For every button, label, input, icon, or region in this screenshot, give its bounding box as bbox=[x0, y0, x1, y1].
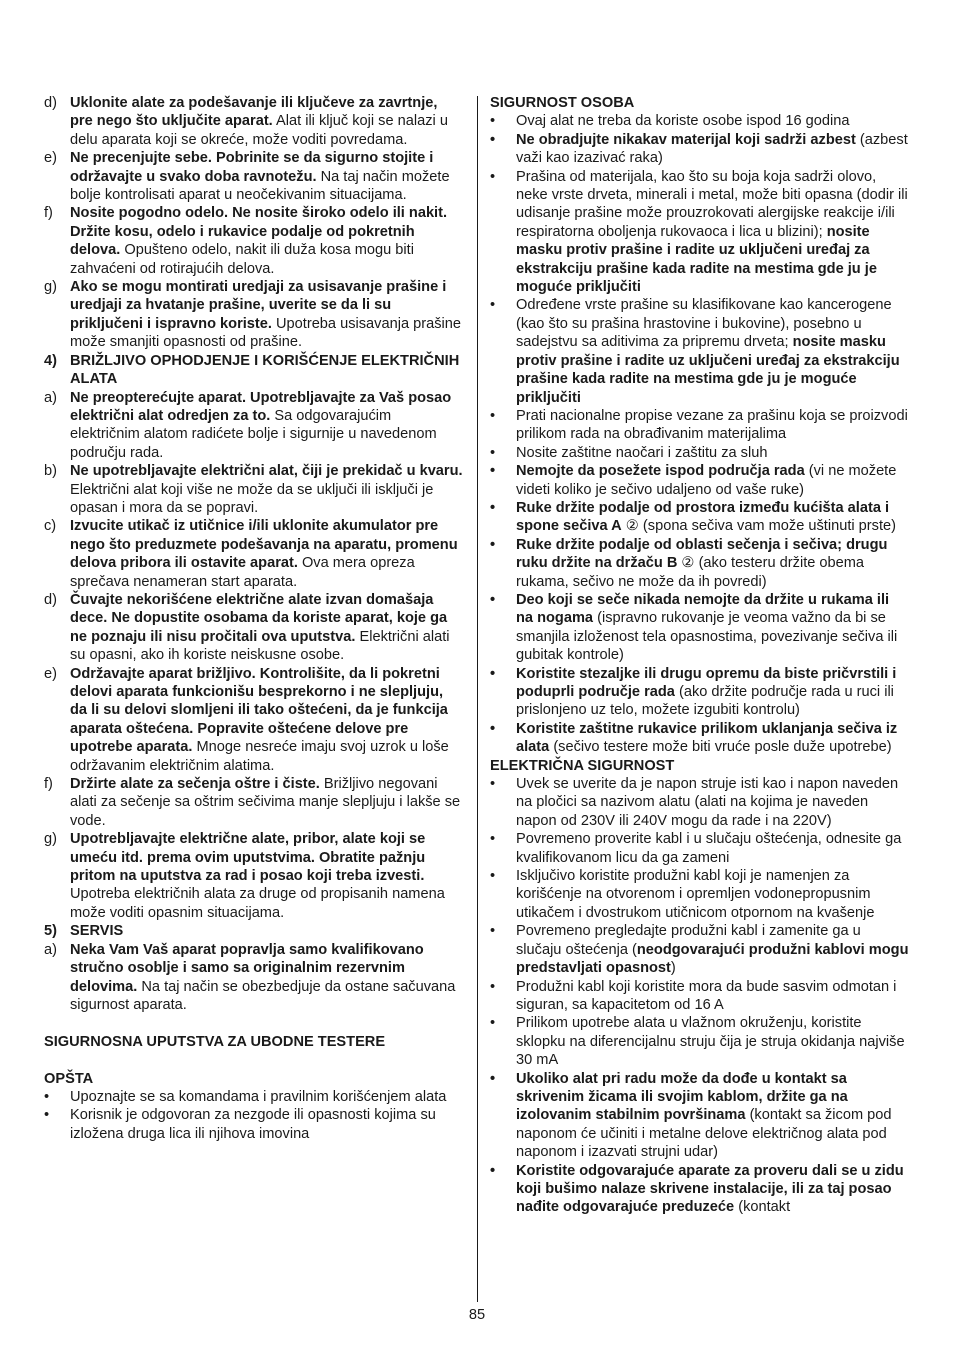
body-text: Upotreba električnih alata za druge od propisanih namena može voditi opasnim situacijama. bbox=[70, 886, 445, 921]
item-text bbox=[516, 775, 910, 830]
body-text: Isključivo koristite produžni kabl koji je namenjen za korišćenje na otvorenom i opremljen vodonepropusnim utikačem i dvostrukom utičnicom otpornom na kvašenje bbox=[516, 868, 875, 921]
item-marker: • bbox=[490, 720, 496, 737]
bold-text: neodgovarajući produžni kablovi mogu predstavljati opasnost bbox=[516, 941, 909, 977]
list-item bbox=[490, 720, 910, 757]
body-text: ② (ako testeru držite obema rukama, sečivo ne može da ih povredi) bbox=[516, 555, 865, 590]
list-item bbox=[44, 389, 464, 463]
bold-text: Koristite stezaljke ili drugu opremu da biste pričvrstili i poduprli područje rada bbox=[516, 665, 897, 700]
item-marker: • bbox=[490, 113, 496, 130]
item-text bbox=[516, 168, 910, 297]
body-text: Korisnik je odgovoran za nezgode ili opasnosti kojima su izložena druga lica ili njihova imovina bbox=[70, 1107, 436, 1142]
list-item bbox=[44, 517, 464, 591]
bold-text: Ukoliko alat pri radu može da dođe u kontakt sa skrivenim žicama ili svojim kablom, držite ga na izolovanim stabilnim površinama bbox=[516, 1070, 848, 1124]
item-marker: d) bbox=[44, 591, 57, 608]
item-text bbox=[70, 922, 464, 940]
item-text bbox=[70, 149, 464, 204]
list-item bbox=[490, 867, 910, 922]
item-marker: • bbox=[490, 499, 496, 516]
item-marker: b) bbox=[44, 463, 57, 480]
body-text: ② (spona sečiva vam može uštinuti prste) bbox=[621, 518, 896, 535]
item-marker: • bbox=[490, 665, 496, 682]
bold-text: Ne precenjujte sebe. Pobrinite se da sigurno stojite i održavajte u svako doba ravnotežu. bbox=[70, 150, 434, 185]
item-text bbox=[516, 499, 910, 536]
list-item bbox=[44, 204, 464, 278]
item-text bbox=[516, 1162, 910, 1217]
item-marker: • bbox=[490, 407, 496, 424]
body-text: Alat ili ključ koji se nalazi u delu aparata koji se okreće, može voditi povredama. bbox=[70, 113, 448, 148]
body-text: Nosite zaštitne naočari i zaštitu za sluh bbox=[516, 444, 768, 461]
body-text: Na taj način možete bolje kontrolisati aparat u neočekivanim situacijama. bbox=[70, 168, 450, 204]
list-item bbox=[44, 922, 464, 940]
bold-text: Izvucite utikač iz utičnice i/ili uklonite akumulator pre nego što preduzmete podešavanja na aparatu, promenu delova pribora ili ostavite aparat. bbox=[70, 518, 458, 572]
body-text: Na taj način se obezbedjuje da ostane sačuvana sigurnost aparata. bbox=[70, 978, 456, 1013]
item-text bbox=[516, 978, 910, 1015]
left-column bbox=[44, 94, 464, 1143]
body-text: (vi ne možete videti koliko je sečivo udaljeno od vaše ruke) bbox=[516, 463, 897, 498]
item-marker: • bbox=[490, 831, 496, 848]
item-marker: • bbox=[490, 591, 496, 608]
body-text: Povremeno proverite kabl i u slučaju oštećenja, odnesite ga kvalifikovanom licu da ga zameni bbox=[516, 831, 902, 866]
list-item bbox=[44, 278, 464, 352]
list-item bbox=[44, 94, 464, 149]
item-marker: • bbox=[490, 131, 496, 148]
body-text: (kontakt sa žicom pod naponom će učiniti i metalne delove električnog alata pod naponom i izazvati strujni udar) bbox=[516, 1107, 892, 1161]
list-item bbox=[490, 978, 910, 1015]
item-marker: • bbox=[490, 297, 496, 314]
item-text bbox=[516, 1014, 910, 1069]
item-text bbox=[70, 389, 464, 463]
item-text bbox=[70, 1106, 464, 1143]
body-text: (sečivo testere može biti vruće posle duže upotrebe) bbox=[549, 739, 892, 756]
list-item bbox=[490, 1070, 910, 1162]
list-item bbox=[490, 112, 910, 130]
bold-text: Ne upotrebljavajte električni alat, čiji je prekidač u kvaru. bbox=[70, 463, 463, 480]
bold-text: Ne obradjujte nikakav materijal koji sadrži azbest bbox=[516, 131, 856, 148]
item-marker: • bbox=[490, 1015, 496, 1032]
bold-text: Čuvajte nekorišćene električne alate izvan domašaja dece. Ne dopustite osobama da koriste aparat, koje ga ne poznaju ili nisu pročitali ova uputstva. bbox=[70, 591, 448, 645]
list-item bbox=[490, 499, 910, 536]
body-text: Električni alati su opasni, ako ih koriste neiskusne osobe. bbox=[70, 628, 450, 664]
item-text bbox=[516, 665, 910, 720]
body-text: Mnoge nesreće imaju svoj uzrok u loše održavanim električnim alatima. bbox=[70, 739, 449, 774]
list-item bbox=[490, 536, 910, 591]
section-heading: OPŠTA bbox=[44, 1070, 94, 1087]
list-item bbox=[44, 591, 464, 665]
bold-text: Neka Vam Vaš aparat popravlja samo kvalifikovano stručno osoblje i samo sa originalnim rezervnim delovima. bbox=[70, 941, 424, 995]
item-marker: • bbox=[490, 868, 496, 885]
bold-text: Ne preopterećujte aparat. Upotrebljavajte za Vaš posao električni alat odredjen za to. bbox=[70, 389, 452, 424]
list-item bbox=[490, 407, 910, 444]
item-text bbox=[70, 591, 464, 665]
list-item bbox=[44, 830, 464, 922]
bold-text: SERVIS bbox=[70, 923, 124, 940]
list-item bbox=[44, 462, 464, 517]
page-number: 85 bbox=[468, 1307, 486, 1323]
list-item bbox=[44, 665, 464, 775]
bold-text: Koristite zaštitne rukavice prilikom uklanjanja sečiva iz alata bbox=[516, 720, 898, 756]
body-text: Određene vrste prašine su klasifikovane kao kancerogene (kao što su prašina hrastovine i bukovine), posebno u sadejstvu sa aditivima za pripremu drveta; bbox=[516, 297, 892, 351]
list-item bbox=[44, 775, 464, 830]
body-text: Produžni kabl koji koristite mora da bude sasvim odmotan i siguran, sa kapacitetom od 16 A bbox=[516, 978, 897, 1013]
bold-text: Održavajte aparat brižljivo. Kontrolišite, da li pokretni delovi aparata funkcionišu besprekorno i ne slepljuju, da li su delovi slomljeni ili tako oštećeni, da je funkcija aparata oštećena. Popravite oštećene delove pre upotrebe aparata. bbox=[70, 665, 448, 756]
bold-text: Nemojte da posežete ispod područja rada bbox=[516, 463, 805, 480]
bold-text: Koristite odgovarajuće aparate za proveru dali se u zidu koji bušimo nalaze skrivene instalacije, ili za taj posao nađite odgovarajuće preduzeće bbox=[516, 1162, 904, 1216]
body-text: (ispravno rukovanje je veoma važno da bi se smanjila izloženost tela opasnostima, povezivanje sečiva ili gubitak kontrole) bbox=[516, 610, 898, 664]
item-marker: • bbox=[490, 168, 496, 185]
body-text: (azbest važi kao izazivać raka) bbox=[516, 131, 908, 167]
body-text: (ako držite područje rada u ruci ili prislonjeno uz telo, možete izgubiti kontrolu) bbox=[516, 684, 894, 719]
body-text: Ovaj alat ne treba da koriste osobe ispod 16 godina bbox=[516, 113, 850, 130]
item-marker: • bbox=[490, 1162, 496, 1179]
body-text: Uvek se uverite da je napon struje isti kao i napon naveden na pločici sa nazivom alatu (alati na kojima je naveden napon od 230V ili 240V mogu da rade i na 220V) bbox=[516, 776, 899, 829]
item-marker: • bbox=[490, 463, 496, 480]
item-text bbox=[516, 1070, 910, 1162]
body-text: Upoznajte se sa komandama i pravilnim korišćenjem alata bbox=[70, 1088, 447, 1105]
bold-text: nosite masku protiv prašine i radite uz uključeni uređaj za ekstrakciju prašine kada radite na mestima gde ju je moguće priključiti bbox=[516, 334, 900, 406]
right-column bbox=[490, 94, 910, 1217]
list-item bbox=[44, 1106, 464, 1143]
bold-text: Držirte alate za sečenja oštre i čiste. bbox=[70, 776, 320, 793]
item-marker: c) bbox=[44, 518, 57, 535]
item-text bbox=[516, 444, 910, 462]
list-item bbox=[44, 941, 464, 1015]
section-heading: SIGURNOST OSOBA bbox=[490, 95, 635, 111]
item-text bbox=[70, 352, 464, 389]
item-text bbox=[70, 517, 464, 591]
item-marker: d) bbox=[44, 95, 57, 111]
item-marker: • bbox=[490, 536, 496, 553]
item-text bbox=[516, 112, 910, 130]
body-text: Ova mera opreza sprečava nenameran start aparata. bbox=[70, 555, 415, 590]
item-marker: e) bbox=[44, 150, 57, 167]
list-item bbox=[490, 1162, 910, 1217]
item-text bbox=[516, 830, 910, 867]
item-text bbox=[70, 94, 464, 149]
column-divider bbox=[477, 96, 478, 1302]
list-item bbox=[490, 830, 910, 867]
spacer bbox=[44, 1051, 464, 1069]
item-text bbox=[70, 830, 464, 922]
item-text bbox=[516, 922, 910, 977]
list-item bbox=[490, 462, 910, 499]
list-item bbox=[490, 775, 910, 830]
bold-text: BRIŽLJIVO OPHODJENJE I KORIŠĆENJE ELEKTRIČNIH ALATA bbox=[70, 352, 460, 388]
list-item bbox=[44, 1088, 464, 1106]
spacer bbox=[44, 1014, 464, 1032]
item-text bbox=[70, 941, 464, 1015]
item-text bbox=[70, 204, 464, 278]
body-text: Sa odgovarajućim električnim alatom radićete bolje i sigurnije u navedenom području rada. bbox=[70, 407, 437, 461]
item-text bbox=[70, 462, 464, 517]
item-marker: • bbox=[44, 1107, 50, 1124]
item-marker: g) bbox=[44, 831, 57, 848]
body-text: Povremeno pregledajte produžni kabl i zamenite ga u slučaju oštećenja ( bbox=[516, 923, 861, 958]
list-item bbox=[44, 149, 464, 204]
list-item bbox=[490, 665, 910, 720]
item-text bbox=[70, 775, 464, 830]
bold-text: Upotrebljavajte električne alate, pribor, alate koji se umeću itd. prema ovim uputstvima. Obratite pažnju pritom na uputstva za rad i posao koji treba izvesti. bbox=[70, 831, 426, 885]
item-text bbox=[516, 462, 910, 499]
item-marker: g) bbox=[44, 279, 57, 296]
section-heading: ELEKTRIČNA SIGURNOST bbox=[490, 757, 675, 774]
item-marker: • bbox=[490, 444, 496, 461]
item-marker: • bbox=[44, 1088, 50, 1105]
body-text: Prati nacionalne propise vezane za prašinu koja se proizvodi prilikom rada na obrađivanim materijalima bbox=[516, 407, 908, 443]
item-text bbox=[516, 536, 910, 591]
body-text: (kontakt bbox=[734, 1199, 791, 1216]
body-text: Brižljivo negovani alati za sečenje sa oštrim sečivima manje slepljuju i lakše se vode. bbox=[70, 776, 461, 829]
list-item bbox=[490, 296, 910, 406]
body-text: Prašina od materijala, kao što su boja koja sadrži olovo, neke vrste drveta, minerali i metal, može biti opasna (dodir ili udisanje prašine može prouzrokovati alergijske reakcije i/ili respiratorna oboljenja rukovaoca i lica u blizini); bbox=[516, 168, 908, 240]
list-item bbox=[44, 352, 464, 389]
item-marker: • bbox=[490, 923, 496, 940]
bold-text: Ako se mogu montirati uredjaji za usisavanje prašine i uredjaji za hvatanje prašine, uverite se da li su priključeni i ispravno koriste. bbox=[70, 279, 447, 332]
section-heading: SIGURNOSNA UPUTSTVA ZA UBODNE TESTERE bbox=[44, 1033, 386, 1050]
item-marker: • bbox=[490, 1070, 496, 1087]
item-text bbox=[70, 278, 464, 352]
item-text bbox=[70, 1088, 464, 1106]
body-text: Prilikom upotrebe alata u vlažnom okruženju, koristite sklopku na diferencijalnu struju čija je struja okidanja najviše 30 mA bbox=[516, 1015, 905, 1069]
item-marker: a) bbox=[44, 941, 57, 958]
list-item bbox=[490, 1014, 910, 1069]
body-text: Električni alat koji više ne može da se uključi ili isključi je opasan i mora da se popravi. bbox=[70, 481, 434, 516]
list-item bbox=[490, 444, 910, 462]
item-text bbox=[516, 867, 910, 922]
list-item bbox=[490, 922, 910, 977]
bold-text: Nosite pogodno odelo. Ne nosite široko odelo ili nakit. Držite kosu, odelo i rukavice podalje od pokretnih delova. bbox=[70, 205, 448, 259]
item-text bbox=[516, 720, 910, 757]
body-text: Upotreba usisavanja prašine može smanjiti opasnosti od prašine. bbox=[70, 315, 461, 351]
item-marker: 5) bbox=[44, 923, 57, 940]
item-text bbox=[516, 591, 910, 665]
bold-text: Ruke držite podalje od oblasti sečenja i sečiva; drugu ruku držite na držaču B bbox=[516, 536, 888, 572]
item-text bbox=[516, 407, 910, 444]
item-marker: • bbox=[490, 776, 496, 793]
bold-text: Deo koji se seče nikada nemojte da držite u rukama ili na nogama bbox=[516, 591, 890, 627]
bold-text: nosite masku protiv prašine i radite uz uključeni uređaj za ekstrakciju prašine kada radite na mestima gde ju je moguće priključiti bbox=[516, 223, 877, 296]
item-marker: 4) bbox=[44, 352, 57, 369]
bold-text: Ruke držite podalje od prostora između kućišta alata i spone sečiva A bbox=[516, 499, 890, 535]
item-text bbox=[70, 665, 464, 775]
item-text bbox=[516, 131, 910, 168]
item-marker: a) bbox=[44, 389, 57, 406]
item-marker: e) bbox=[44, 665, 57, 682]
item-marker: f) bbox=[44, 205, 53, 222]
item-marker: • bbox=[490, 978, 496, 995]
bold-text: Uklonite alate za podešavanje ili ključeve za zavrtnje, pre nego što uključite aparat. bbox=[70, 95, 438, 130]
body-text: Opušteno odelo, nakit ili duža kosa mogu biti zahvaćeni od rotirajućih delova. bbox=[70, 242, 414, 277]
list-item bbox=[490, 168, 910, 297]
list-item bbox=[490, 131, 910, 168]
list-item bbox=[490, 591, 910, 665]
body-text: ) bbox=[670, 960, 676, 977]
item-text bbox=[516, 296, 910, 406]
item-marker: f) bbox=[44, 776, 53, 793]
